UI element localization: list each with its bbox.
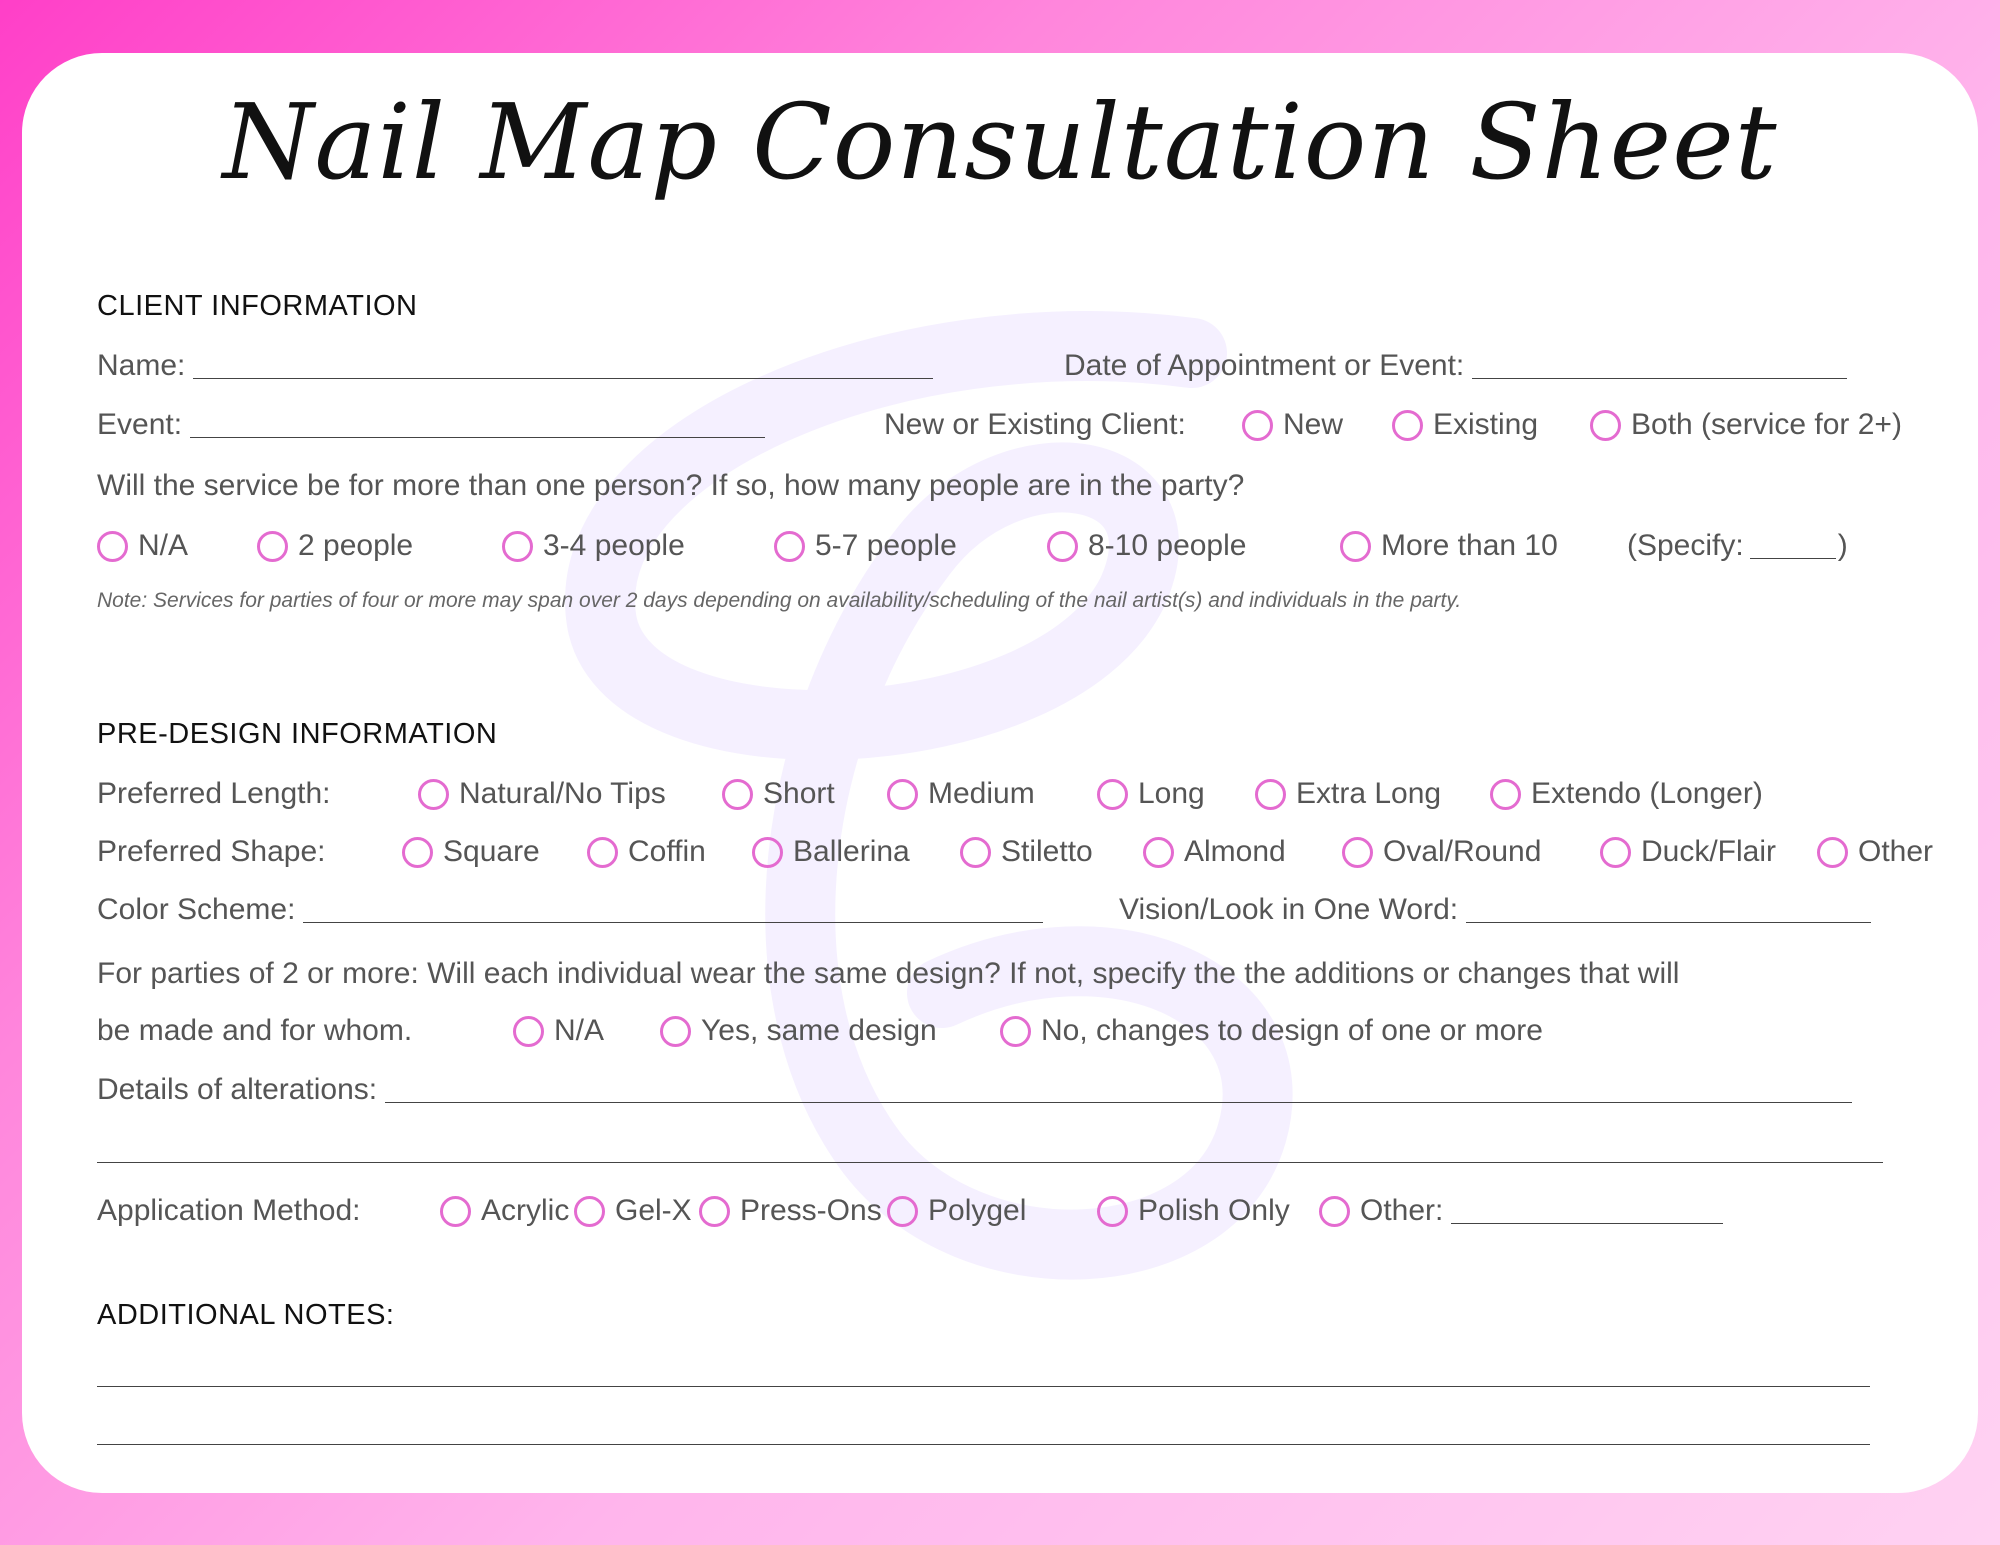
date-field[interactable] [1472, 351, 1847, 379]
watermark-logo [492, 293, 1492, 1333]
same-design-question-line1: For parties of 2 or more: Will each individual wear the same design? If not, specify the the additions or changes that will [97, 957, 1680, 990]
vision-field[interactable] [1466, 895, 1871, 923]
method-gel-x-option[interactable]: Gel-X [574, 1194, 692, 1228]
method-polygel-option[interactable]: Polygel [887, 1194, 1026, 1228]
radio-icon [1255, 779, 1286, 810]
radio-icon [1817, 837, 1848, 868]
radio-icon [1392, 410, 1423, 441]
length-medium-option[interactable]: Medium [887, 777, 1035, 811]
specify-label: (Specify: [1627, 529, 1744, 562]
radio-icon [1143, 837, 1174, 868]
same-design-no-option[interactable]: No, changes to design of one or more [1000, 1014, 1543, 1048]
party-options-row: N/A 2 people 3-4 people 5-7 people 8-10 people More than 10 (Specify: ) [97, 523, 1918, 563]
same-design-question-line2: be made and for whom. [97, 1014, 413, 1047]
party-question: Will the service be for more than one person? If so, how many people are in the party? [97, 469, 1245, 502]
radio-icon [97, 531, 128, 562]
radio-icon [1097, 779, 1128, 810]
shape-stiletto-option[interactable]: Stiletto [960, 835, 1093, 869]
radio-icon [574, 1196, 605, 1227]
party-5-7-option[interactable]: 5-7 people [774, 529, 957, 563]
radio-icon [513, 1016, 544, 1047]
date-label: Date of Appointment or Event: [1064, 349, 1465, 382]
radio-icon [587, 837, 618, 868]
same-design-yes-option[interactable]: Yes, same design [660, 1014, 937, 1048]
radio-icon [1600, 837, 1631, 868]
shape-oval-option[interactable]: Oval/Round [1342, 835, 1541, 869]
event-label: Event: [97, 408, 183, 441]
color-scheme-field[interactable] [303, 895, 1043, 923]
party-na-option[interactable]: N/A [97, 529, 188, 563]
details-field-line2[interactable] [97, 1135, 1883, 1163]
client-type-new-option[interactable]: New [1242, 408, 1343, 442]
additional-notes-heading: ADDITIONAL NOTES: [97, 1299, 395, 1331]
same-design-options-row [97, 1008, 1918, 1048]
client-type-label: New or Existing Client: [884, 408, 1186, 441]
radio-icon [1047, 531, 1078, 562]
method-label: Application Method: [97, 1194, 361, 1227]
details-field[interactable] [385, 1075, 1852, 1103]
length-extendo-option[interactable]: Extendo (Longer) [1490, 777, 1763, 811]
method-row [97, 1188, 1918, 1228]
color-scheme-label: Color Scheme: [97, 893, 296, 926]
radio-icon [752, 837, 783, 868]
radio-icon [1000, 1016, 1031, 1047]
party-3-4-option[interactable]: 3-4 people [502, 529, 685, 563]
page-title: Nail Map Consultation Sheet [222, 81, 1778, 203]
radio-icon [402, 837, 433, 868]
radio-icon [1319, 1196, 1350, 1227]
method-press-ons-option[interactable]: Press-Ons [699, 1194, 882, 1228]
notes-line-3 [97, 1467, 1918, 1493]
client-information-heading: CLIENT INFORMATION [97, 290, 418, 322]
event-client-row [97, 402, 1918, 442]
radio-icon [1590, 410, 1621, 441]
radio-icon [502, 531, 533, 562]
notes-field-1[interactable] [97, 1359, 1870, 1387]
notes-line-2 [97, 1409, 1918, 1449]
method-other-field[interactable] [1451, 1196, 1723, 1224]
radio-icon [440, 1196, 471, 1227]
color-vision-row [97, 887, 1918, 927]
radio-icon [660, 1016, 691, 1047]
notes-field-3[interactable] [97, 1475, 1870, 1493]
notes-line-1 [97, 1351, 1918, 1391]
length-row [97, 771, 1918, 811]
name-date-row [97, 343, 1918, 383]
radio-icon [722, 779, 753, 810]
radio-icon [1242, 410, 1273, 441]
radio-icon [257, 531, 288, 562]
notes-field-2[interactable] [97, 1417, 1870, 1445]
radio-icon [960, 837, 991, 868]
shape-label: Preferred Shape: [97, 835, 326, 868]
name-label: Name: [97, 349, 186, 382]
specify-field[interactable] [1750, 531, 1836, 559]
method-polish-only-option[interactable]: Polish Only [1097, 1194, 1290, 1228]
client-type-existing-option[interactable]: Existing [1392, 408, 1538, 442]
notes-section [97, 1292, 1918, 1332]
details-continuation-row [97, 1127, 1918, 1167]
party-note: Note: Services for parties of four or more may span over 2 days depending on availability/scheduling of the nail artist(s) and individuals in the party. [97, 589, 1462, 612]
party-8-10-option[interactable]: 8-10 people [1047, 529, 1246, 563]
consultation-card [22, 53, 1978, 1493]
party-more-than-10-option[interactable]: More than 10 [1340, 529, 1558, 563]
radio-icon [1340, 531, 1371, 562]
client-section [97, 283, 1918, 323]
radio-icon [1342, 837, 1373, 868]
length-label: Preferred Length: [97, 777, 331, 810]
radio-icon [887, 779, 918, 810]
details-label: Details of alterations: [97, 1073, 378, 1106]
party-question-row [97, 463, 1918, 503]
party-2-option[interactable]: 2 people [257, 529, 413, 563]
name-field[interactable] [193, 351, 933, 379]
length-short-option[interactable]: Short [722, 777, 835, 811]
length-extra-long-option[interactable]: Extra Long [1255, 777, 1441, 811]
radio-icon [699, 1196, 730, 1227]
length-natural-option[interactable]: Natural/No Tips [418, 777, 666, 811]
radio-icon [774, 531, 805, 562]
shape-duck-option[interactable]: Duck/Flair [1600, 835, 1776, 869]
shape-other-option[interactable]: Other [1817, 835, 1933, 869]
shape-coffin-option[interactable]: Coffin [587, 835, 706, 869]
method-acrylic-option[interactable]: Acrylic [440, 1194, 569, 1228]
radio-icon [1097, 1196, 1128, 1227]
event-field[interactable] [190, 410, 765, 438]
radio-icon [418, 779, 449, 810]
length-long-option[interactable]: Long [1097, 777, 1205, 811]
radio-icon [1490, 779, 1521, 810]
method-other-option[interactable]: Other: [1319, 1194, 1443, 1228]
details-row [97, 1067, 1918, 1107]
predesign-section [97, 711, 1918, 751]
client-type-both-option[interactable]: Both (service for 2+) [1590, 408, 1902, 442]
vision-label: Vision/Look in One Word: [1119, 893, 1459, 926]
shape-ballerina-option[interactable]: Ballerina [752, 835, 910, 869]
same-design-question-row [97, 951, 1918, 991]
same-design-na-option[interactable]: N/A [513, 1014, 604, 1048]
radio-icon [887, 1196, 918, 1227]
shape-row [97, 829, 1934, 869]
note-row [97, 573, 1918, 613]
predesign-heading: PRE-DESIGN INFORMATION [97, 718, 498, 750]
shape-almond-option[interactable]: Almond [1143, 835, 1286, 869]
shape-square-option[interactable]: Square [402, 835, 540, 869]
